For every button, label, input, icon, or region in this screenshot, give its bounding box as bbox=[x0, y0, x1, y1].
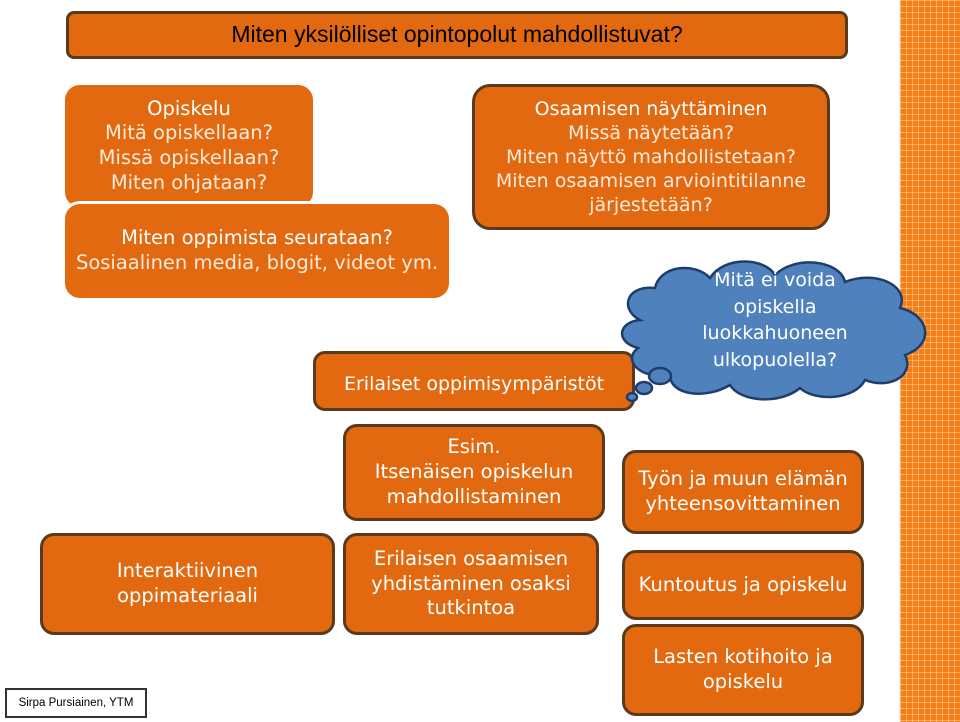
slide-title: Miten yksilölliset opintopolut mahdollistuvat? bbox=[231, 21, 683, 48]
naytto-line: järjestetään? bbox=[589, 194, 713, 217]
oppimisymparistot-box bbox=[313, 351, 635, 411]
seuranta-line: Sosiaalinen media, blogit, videot ym. bbox=[75, 251, 439, 274]
seuranta-heading: Miten oppimista seurataan? bbox=[121, 226, 393, 250]
erilaisen-line: tutkintoa bbox=[426, 596, 516, 620]
erilaisen-line: yhdistäminen osaksi bbox=[371, 571, 571, 595]
esim-box bbox=[343, 424, 605, 521]
lasten-kotihoito-box bbox=[622, 624, 864, 716]
thought-cloud bbox=[600, 250, 940, 410]
opiskelu-heading: Opiskelu bbox=[147, 96, 231, 120]
opiskelu-line: Missä opiskellaan? bbox=[98, 146, 280, 169]
cloud-text bbox=[655, 267, 895, 373]
esim-line: Itsenäisen opiskelun bbox=[374, 460, 574, 484]
esim-line: mahdollistaminen bbox=[386, 484, 562, 508]
lasten-line: Lasten kotihoito ja bbox=[653, 645, 833, 669]
tyo-box bbox=[622, 450, 864, 534]
cloud-line: opiskella bbox=[733, 295, 817, 318]
naytto-box bbox=[472, 84, 830, 230]
erilaisen-osaamisen-box bbox=[343, 533, 599, 635]
naytto-line: Missä näytetään? bbox=[567, 121, 735, 144]
opiskelu-line: Mitä opiskellaan? bbox=[105, 121, 273, 145]
opiskelu-box bbox=[62, 82, 316, 210]
author-footer bbox=[5, 688, 147, 718]
seuranta-box bbox=[62, 201, 452, 301]
naytto-heading: Osaamisen näyttäminen bbox=[534, 97, 768, 120]
interaktiivinen-line: oppimateriaali bbox=[117, 584, 258, 607]
cloud-line: Mitä ei voida bbox=[714, 269, 836, 291]
tyo-line: yhteensovittaminen bbox=[645, 492, 841, 515]
kuntoutus-label: Kuntoutus ja opiskelu bbox=[638, 572, 848, 596]
esim-line: Esim. bbox=[447, 435, 501, 459]
erilaisen-line: Erilaisen osaamisen bbox=[373, 546, 569, 570]
title-box bbox=[66, 11, 848, 59]
kuntoutus-box bbox=[622, 550, 864, 620]
tyo-line: Työn ja muun elämän bbox=[638, 467, 848, 491]
cloud-line: ulkopuolella? bbox=[712, 348, 838, 371]
lasten-line: opiskelu bbox=[702, 670, 784, 693]
cloud-line: luokkahuoneen bbox=[702, 322, 848, 345]
oppimisymparistot-label: Erilaiset oppimisympäristöt bbox=[343, 372, 605, 395]
interaktiivinen-box bbox=[40, 533, 335, 635]
opiskelu-line: Miten ohjataan? bbox=[110, 170, 268, 194]
interaktiivinen-line: Interaktiivinen bbox=[116, 559, 259, 583]
naytto-line: Miten osaamisen arviointitilanne bbox=[495, 170, 807, 193]
author-label: Sirpa Pursiainen, YTM bbox=[18, 697, 134, 709]
naytto-line: Miten näyttö mahdollistetaan? bbox=[505, 145, 796, 168]
